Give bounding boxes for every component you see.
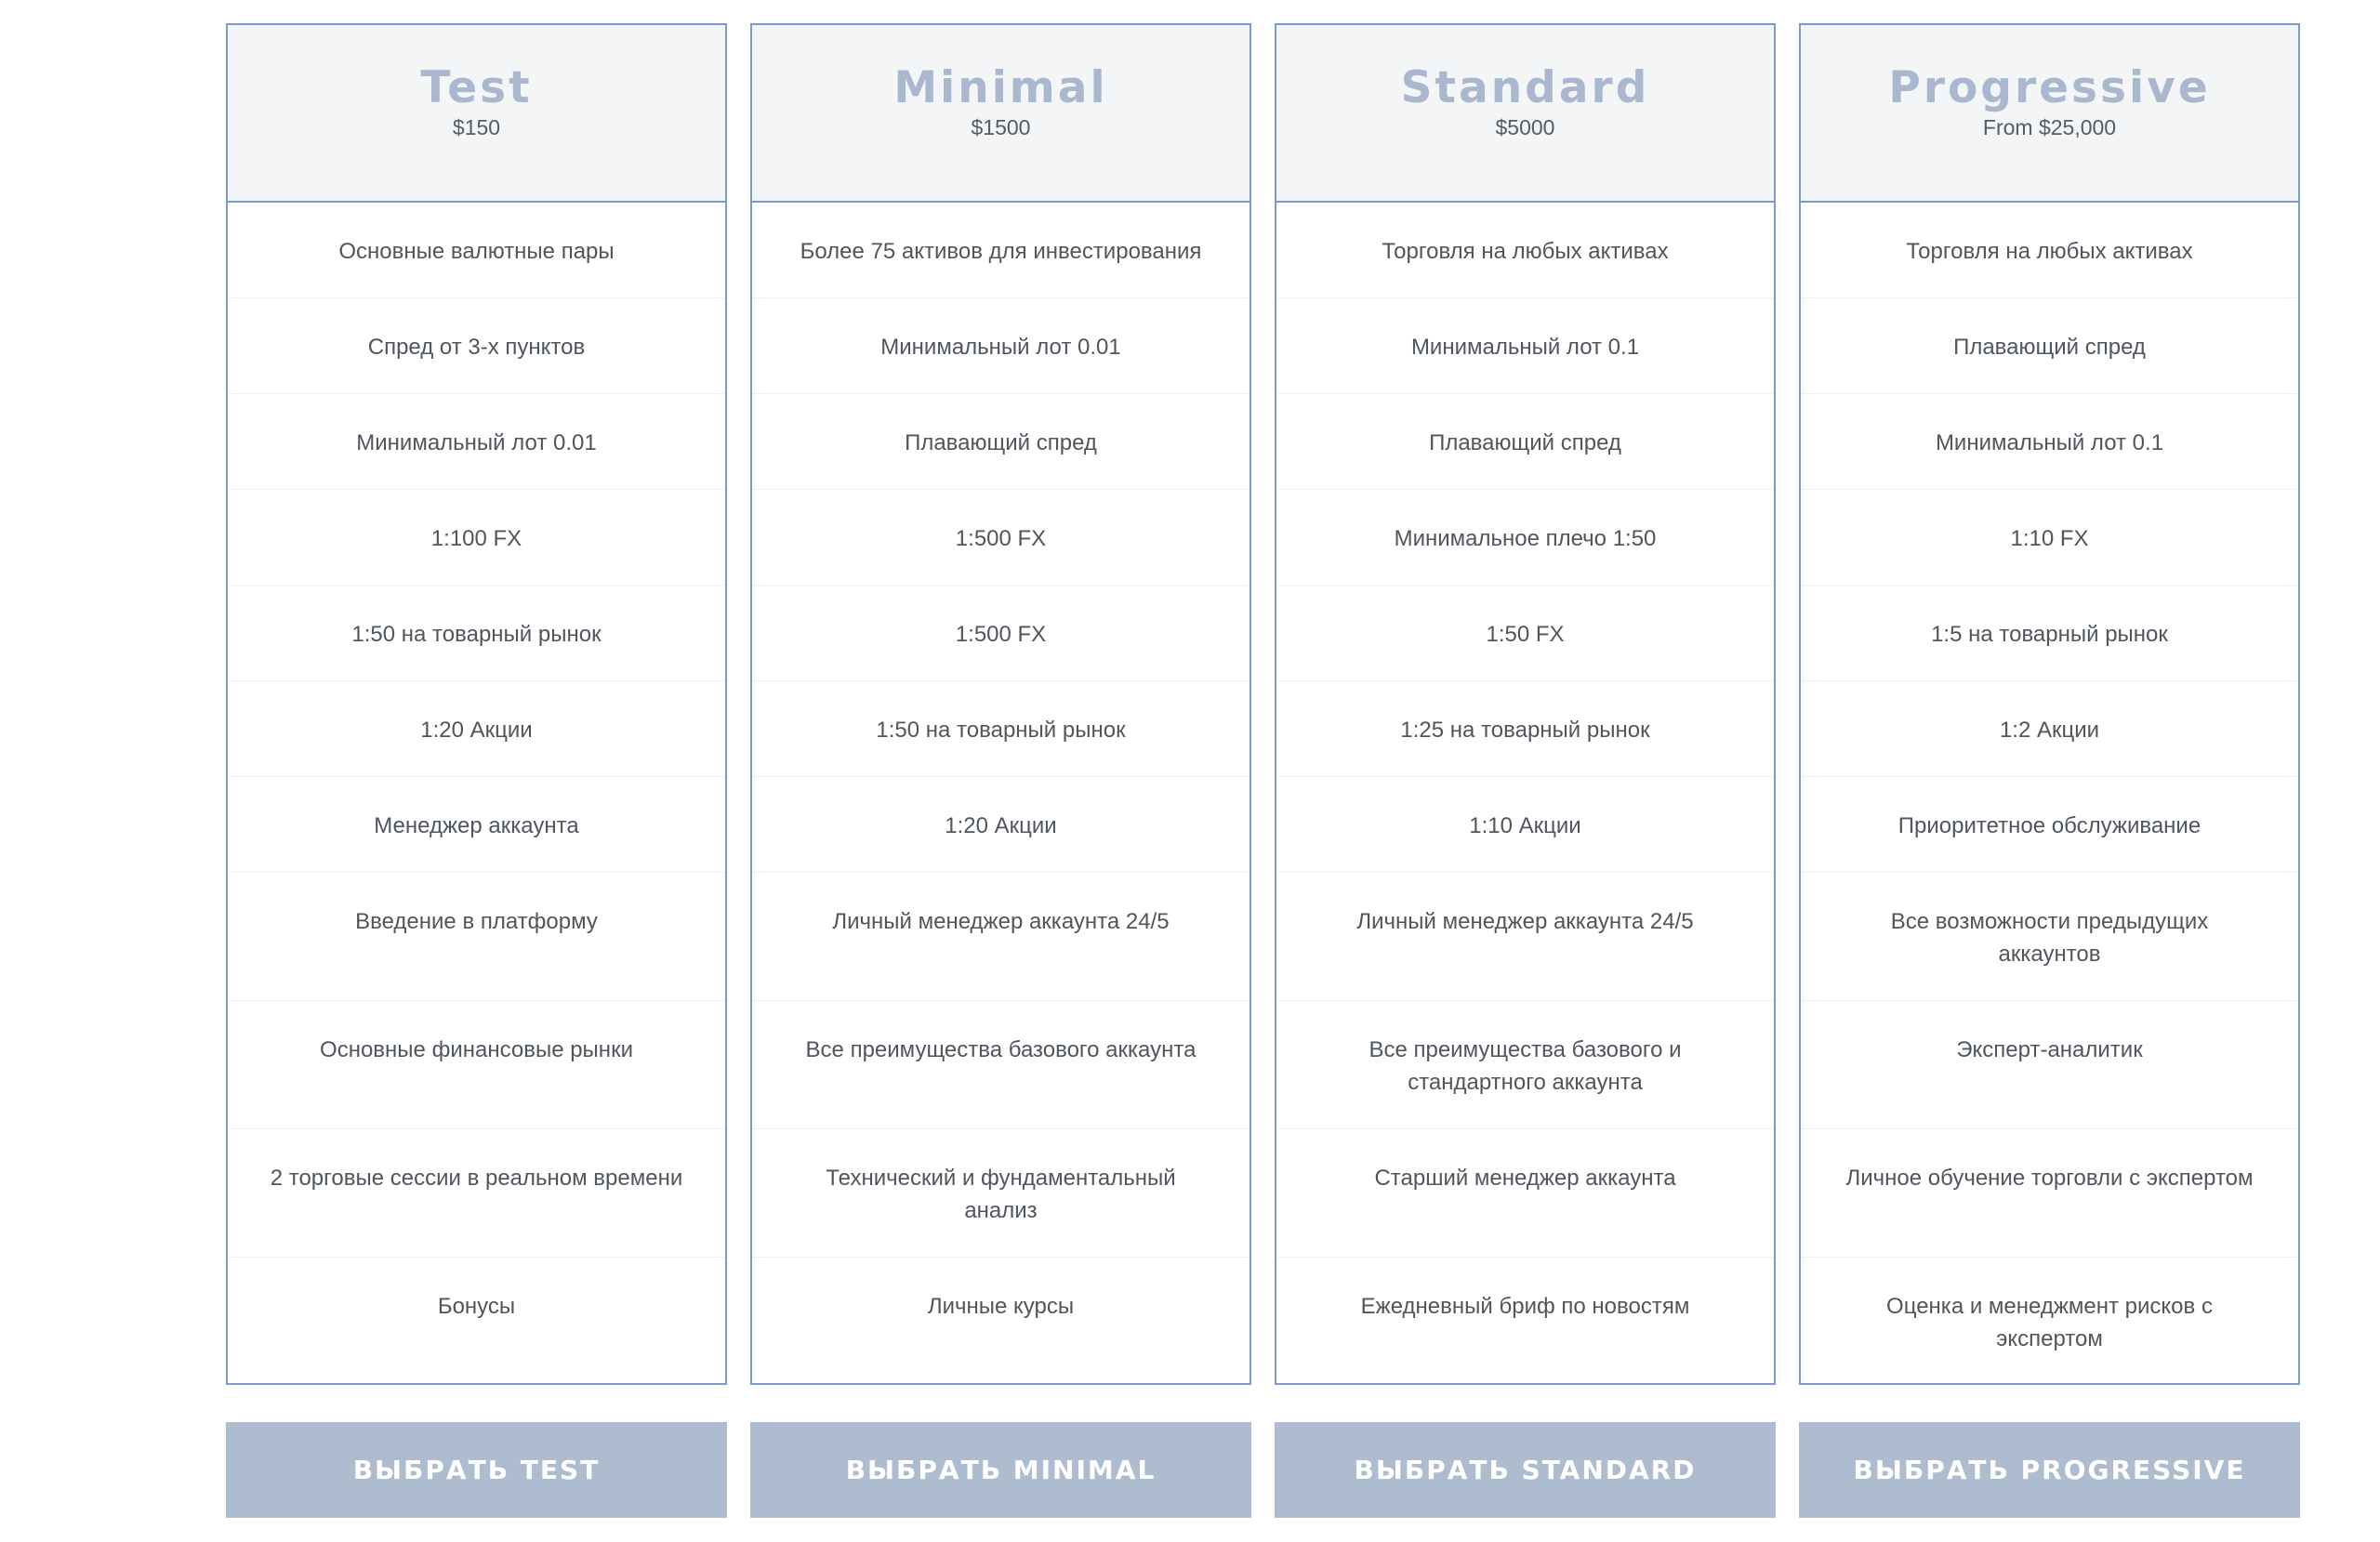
plan-header xyxy=(1801,25,2298,203)
feature-item: 1:10 Акции xyxy=(1276,777,1774,873)
feature-item: 1:2 Акции xyxy=(1801,681,2298,777)
plan-minimal xyxy=(750,23,1251,1518)
feature-item: 1:25 на товарный рынок xyxy=(1276,681,1774,777)
select-progressive-button[interactable]: ВЫБРАТЬ PROGRESSIVE xyxy=(1799,1422,2300,1518)
feature-item: Эксперт-аналитик xyxy=(1801,1001,2298,1129)
feature-item: Введение в платформу xyxy=(228,873,725,1001)
feature-item: Личный менеджер аккаунта 24/5 xyxy=(752,873,1250,1001)
plan-standard xyxy=(1275,23,1776,1518)
feature-list xyxy=(752,203,1250,1386)
feature-item: Минимальное плечо 1:50 xyxy=(1276,490,1774,586)
feature-item: 1:100 FX xyxy=(228,490,725,586)
feature-item: 2 торговые сессии в реальном времени xyxy=(228,1129,725,1258)
feature-item: Технический и фундаментальный анализ xyxy=(752,1129,1250,1258)
feature-item: Более 75 активов для инвестирования xyxy=(752,203,1250,298)
plan-header xyxy=(752,25,1250,203)
feature-list xyxy=(228,203,725,1386)
plan-card xyxy=(750,23,1251,1385)
feature-item: Личные курсы xyxy=(927,1294,1075,1319)
feature-item: 1:50 на товарный рынок xyxy=(752,681,1250,777)
plan-name: Test xyxy=(420,62,533,113)
select-test-button[interactable]: ВЫБРАТЬ TEST xyxy=(226,1422,727,1518)
feature-item: Оценка и менеджмент рисков с экспертом xyxy=(1886,1294,2213,1351)
feature-item: Торговля на любых активах xyxy=(1801,203,2298,298)
feature-item: Минимальный лот 0.01 xyxy=(752,298,1250,394)
feature-item: Спред от 3-х пунктов xyxy=(228,298,725,394)
feature-item: 1:10 FX xyxy=(1801,490,2298,586)
feature-item: Старший менеджер аккаунта xyxy=(1276,1129,1774,1258)
feature-item: 1:20 Акции xyxy=(228,681,725,777)
feature-item: 1:50 FX xyxy=(1276,586,1774,681)
feature-list xyxy=(1276,203,1774,1386)
plan-card xyxy=(1799,23,2300,1385)
feature-item: 1:500 FX xyxy=(752,490,1250,586)
plan-price: $5000 xyxy=(1495,115,1555,139)
select-minimal-button[interactable]: ВЫБРАТЬ MINIMAL xyxy=(750,1422,1251,1518)
feature-item: 1:5 на товарный рынок xyxy=(1801,586,2298,681)
feature-item: Минимальный лот 0.01 xyxy=(228,394,725,490)
plan-header xyxy=(1276,25,1774,203)
feature-item: 1:50 на товарный рынок xyxy=(228,586,725,681)
feature-item: 1:500 FX xyxy=(752,586,1250,681)
plan-name: Standard xyxy=(1400,62,1650,113)
feature-item: Плавающий спред xyxy=(1801,298,2298,394)
feature-item: Менеджер аккаунта xyxy=(228,777,725,873)
feature-item: 1:20 Акции xyxy=(752,777,1250,873)
feature-item: Личный менеджер аккаунта 24/5 xyxy=(1276,873,1774,1001)
feature-item: Ежедневный бриф по новостям xyxy=(1360,1294,1690,1319)
feature-item: Минимальный лот 0.1 xyxy=(1801,394,2298,490)
plan-price: $150 xyxy=(452,115,501,139)
plan-price: From $25,000 xyxy=(1982,115,2117,139)
feature-item: Бонусы xyxy=(437,1294,516,1319)
feature-item: Торговля на любых активах xyxy=(1276,203,1774,298)
plan-header xyxy=(228,25,725,203)
feature-item: Все преимущества базового аккаунта xyxy=(752,1001,1250,1129)
select-standard-button[interactable]: ВЫБРАТЬ STANDARD xyxy=(1275,1422,1776,1518)
feature-item: Все возможности предыдущих аккаунтов xyxy=(1801,873,2298,1001)
plan-progressive xyxy=(1799,23,2300,1518)
feature-item: Личное обучение торговли с экспертом xyxy=(1801,1129,2298,1258)
plan-card xyxy=(1275,23,1776,1385)
plan-card xyxy=(226,23,727,1385)
plan-price: $1500 xyxy=(971,115,1031,139)
feature-item: Все преимущества базового и стандартного аккаунта xyxy=(1276,1001,1774,1129)
plan-name: Progressive xyxy=(1888,62,2211,113)
plan-test xyxy=(226,23,727,1518)
feature-item: Основные валютные пары xyxy=(228,203,725,298)
feature-item: Основные финансовые рынки xyxy=(228,1001,725,1129)
feature-item: Плавающий спред xyxy=(752,394,1250,490)
feature-item: Приоритетное обслуживание xyxy=(1801,777,2298,873)
plan-name: Minimal xyxy=(893,62,1108,113)
feature-item: Плавающий спред xyxy=(1276,394,1774,490)
feature-item: Минимальный лот 0.1 xyxy=(1276,298,1774,394)
feature-list xyxy=(1801,203,2298,1386)
